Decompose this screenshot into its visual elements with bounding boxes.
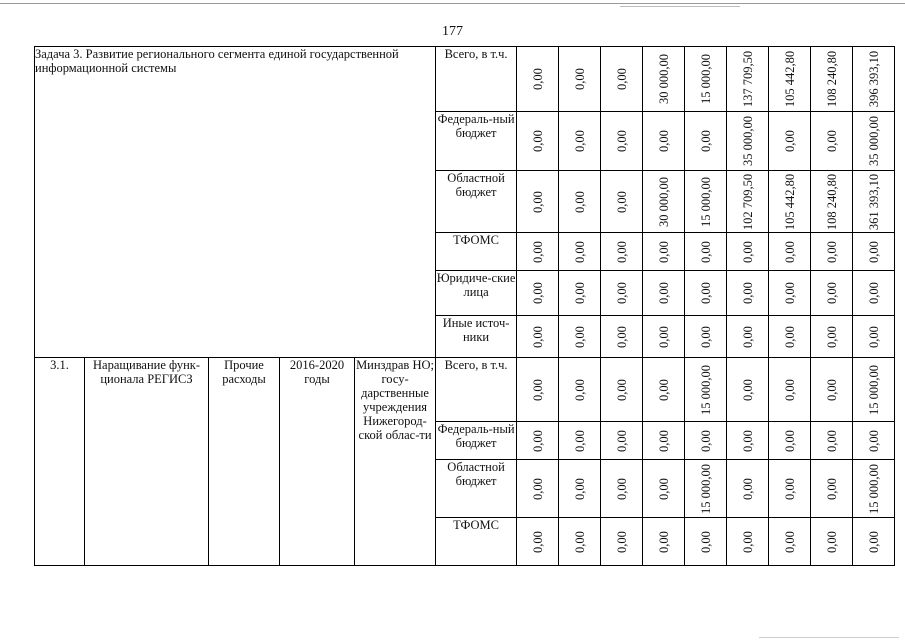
value-cell: 0,00 [769,112,811,171]
value-cell: 0,00 [727,358,769,422]
value-cell: 35 000,00 [727,112,769,171]
value-cell: 0,00 [601,422,643,460]
value-cell: 0,00 [769,358,811,422]
value-cell: 0,00 [517,233,559,271]
value-cell: 0,00 [769,422,811,460]
source-label: Областной бюджет [436,171,517,233]
page-number: 177 [442,24,463,39]
value-cell: 0,00 [601,316,643,358]
value-cell: 0,00 [769,460,811,518]
source-label: Всего, в т.ч. [436,358,517,422]
value-cell: 108 240,80 [811,47,853,112]
item31-row-total [35,358,895,422]
top-rule-short [620,6,740,7]
value-cell: 108 240,80 [811,171,853,233]
value-cell: 0,00 [853,422,895,460]
value-cell: 15 000,00 [685,460,727,518]
value-cell: 0,00 [601,271,643,316]
value-cell: 35 000,00 [853,112,895,171]
value-cell: 15 000,00 [853,460,895,518]
value-cell: 0,00 [559,233,601,271]
value-cell: 0,00 [517,171,559,233]
value-cell: 0,00 [727,460,769,518]
value-cell: 0,00 [811,518,853,566]
value-cell: 0,00 [643,112,685,171]
value-cell: 0,00 [643,316,685,358]
item-name: Наращивание функ-ционала РЕГИСЗ [85,358,209,566]
value-cell: 0,00 [601,358,643,422]
value-cell: 0,00 [517,518,559,566]
value-cell: 137 709,50 [727,47,769,112]
source-label: Областной бюджет [436,460,517,518]
source-label: ТФОМС [436,518,517,566]
value-cell: 0,00 [517,47,559,112]
value-cell: 0,00 [559,460,601,518]
value-cell: 0,00 [853,316,895,358]
source-label: Иные источ-ники [436,316,517,358]
period: 2016-2020 годы [280,358,355,566]
value-cell: 0,00 [769,518,811,566]
value-cell: 0,00 [517,358,559,422]
source-label: Всего, в т.ч. [436,47,517,112]
value-cell: 0,00 [517,460,559,518]
value-cell: 0,00 [601,47,643,112]
value-cell: 0,00 [601,460,643,518]
value-cell: 15 000,00 [853,358,895,422]
value-cell: 0,00 [685,518,727,566]
value-cell: 0,00 [517,422,559,460]
top-rule [0,3,905,4]
value-cell: 0,00 [727,422,769,460]
value-cell: 0,00 [769,271,811,316]
item-number: 3.1. [35,358,85,566]
value-cell: 0,00 [727,316,769,358]
value-cell: 0,00 [559,316,601,358]
executor: Минздрав НО; госу-дарственные учреждения Нижегород-ской облас-ти [355,358,436,566]
value-cell: 0,00 [685,233,727,271]
value-cell: 30 000,00 [643,47,685,112]
value-cell: 361 393,10 [853,171,895,233]
value-cell: 0,00 [769,316,811,358]
value-cell: 0,00 [853,518,895,566]
value-cell: 15 000,00 [685,171,727,233]
value-cell: 0,00 [559,47,601,112]
value-cell: 105 442,80 [769,47,811,112]
value-cell: 30 000,00 [643,171,685,233]
value-cell: 0,00 [727,518,769,566]
value-cell: 0,00 [727,271,769,316]
value-cell: 0,00 [811,112,853,171]
value-cell: 0,00 [601,112,643,171]
value-cell: 0,00 [853,233,895,271]
value-cell: 0,00 [559,518,601,566]
value-cell: 0,00 [559,271,601,316]
task3-row-total [35,47,895,112]
value-cell: 0,00 [685,316,727,358]
value-cell: 0,00 [643,518,685,566]
value-cell: 0,00 [517,112,559,171]
value-cell: 0,00 [601,233,643,271]
value-cell: 105 442,80 [769,171,811,233]
value-cell: 0,00 [811,233,853,271]
source-label: Федераль-ный бюджет [436,112,517,171]
source-label: Юридиче-ские лица [436,271,517,316]
value-cell: 0,00 [811,460,853,518]
value-cell: 0,00 [853,271,895,316]
value-cell: 0,00 [559,422,601,460]
value-cell: 0,00 [685,422,727,460]
value-cell: 15 000,00 [685,47,727,112]
expense-type: Прочие расходы [209,358,280,566]
task3-title: Задача 3. Развитие регионального сегмента единой государственной информационной системы [35,47,436,358]
source-label: Федераль-ный бюджет [436,422,517,460]
value-cell: 0,00 [811,422,853,460]
value-cell: 0,00 [643,460,685,518]
bottom-rule [759,637,899,638]
budget-table [34,46,895,566]
value-cell: 0,00 [601,171,643,233]
value-cell: 0,00 [559,358,601,422]
value-cell: 0,00 [517,271,559,316]
value-cell: 0,00 [517,316,559,358]
value-cell: 0,00 [811,316,853,358]
value-cell: 0,00 [685,271,727,316]
value-cell: 0,00 [643,233,685,271]
value-cell: 0,00 [685,112,727,171]
value-cell: 0,00 [559,112,601,171]
value-cell: 0,00 [727,233,769,271]
value-cell: 396 393,10 [853,47,895,112]
value-cell: 0,00 [643,422,685,460]
value-cell: 0,00 [643,271,685,316]
value-cell: 0,00 [601,518,643,566]
value-cell: 0,00 [643,358,685,422]
value-cell: 0,00 [811,271,853,316]
value-cell: 102 709,50 [727,171,769,233]
value-cell: 0,00 [559,171,601,233]
value-cell: 15 000,00 [685,358,727,422]
value-cell: 0,00 [769,233,811,271]
source-label: ТФОМС [436,233,517,271]
value-cell: 0,00 [811,358,853,422]
